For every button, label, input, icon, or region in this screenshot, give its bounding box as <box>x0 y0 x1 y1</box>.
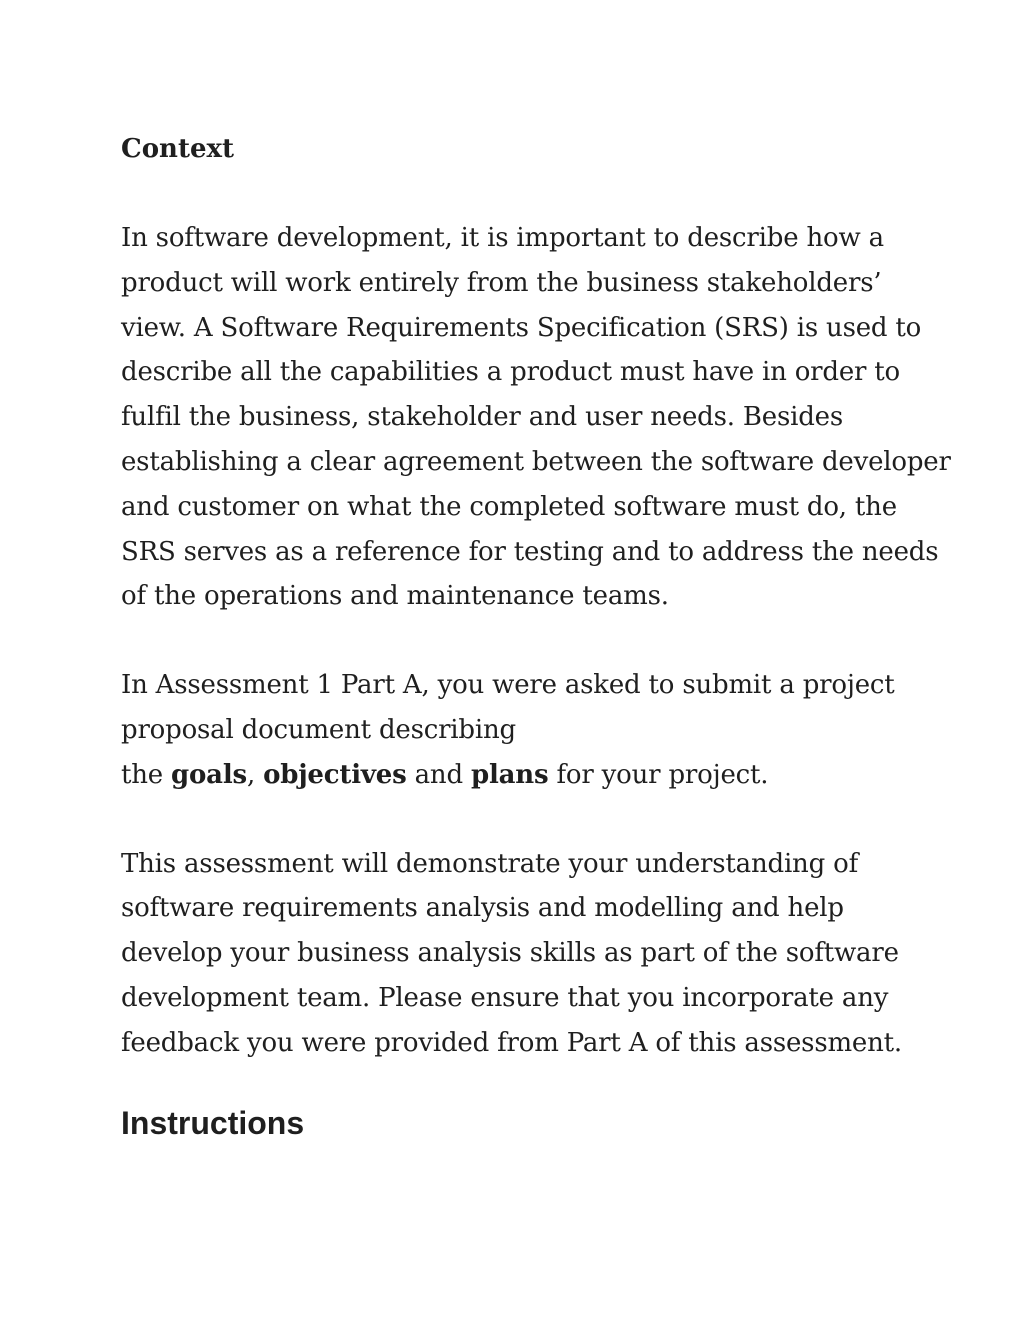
paragraph-line: establishing a clear agreement between the software developer <box>121 446 951 477</box>
paragraph-line: development team. Please ensure that you incorporate any <box>121 982 889 1013</box>
paragraph-line: SRS serves as a reference for testing and to address the needs <box>121 536 939 567</box>
paragraph-line: of the operations and maintenance teams. <box>121 581 669 612</box>
paragraph-line: fulfil the business, stakeholder and user needs. Besides <box>121 402 843 433</box>
paragraph-line: develop your business analysis skills as part of the software <box>121 938 899 969</box>
plans-term: plans <box>470 759 549 790</box>
paragraph-line: and customer on what the completed software must do, the <box>121 491 897 522</box>
paragraph-srs-description <box>121 216 951 619</box>
paragraph-line: product will work entirely from the business stakeholders’ <box>121 267 882 298</box>
goals-term: goals <box>171 759 247 790</box>
paragraph-line: describe all the capabilities a product must have in order to <box>121 357 900 388</box>
context-heading: Context <box>121 134 235 164</box>
instructions-heading: Instructions <box>121 1104 305 1141</box>
paragraph-line: This assessment will demonstrate your understanding of <box>121 848 858 879</box>
paragraph-line: In Assessment 1 Part A, you were asked to submit a project <box>121 670 895 701</box>
text-separator: and <box>406 759 471 790</box>
document-page <box>121 128 951 1147</box>
paragraph-line-goals <box>121 753 861 798</box>
paragraph-line: proposal document describing <box>121 714 516 745</box>
paragraph-assessment-purpose <box>121 842 902 1066</box>
paragraph-line: feedback you were provided from Part A of this assessment. <box>121 1027 902 1058</box>
text-prefix: the <box>121 759 172 790</box>
paragraph-line: software requirements analysis and modelling and help <box>121 893 844 924</box>
paragraph-part-a <box>121 663 895 797</box>
text-separator: , <box>246 759 264 790</box>
text-suffix: for your project. <box>548 759 769 790</box>
objectives-term: objectives <box>263 759 407 790</box>
paragraph-line: view. A Software Requirements Specification (SRS) is used to <box>121 312 922 343</box>
paragraph-line: In software development, it is important to describe how a <box>121 223 884 253</box>
